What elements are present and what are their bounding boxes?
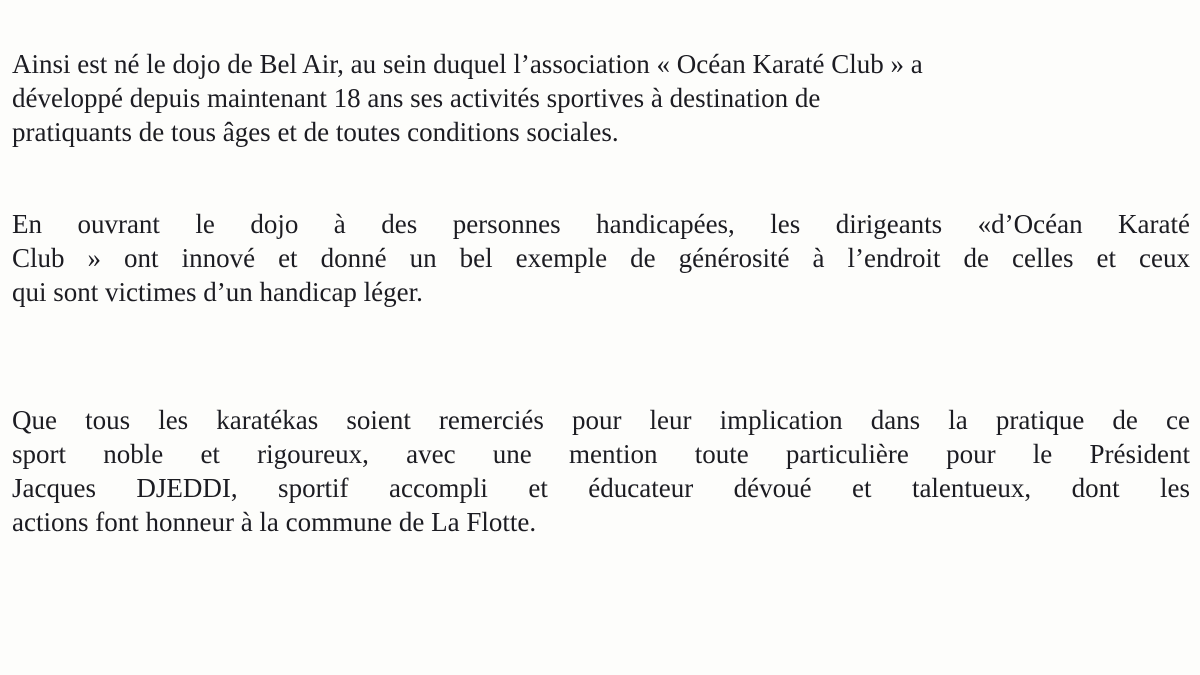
paragraph-remerciements [12, 403, 1190, 539]
text-line: Que tous les karatékas soient remerciés pour leur implication dans la pratique de ce [12, 405, 1190, 435]
paragraph-dojo-bel-air [12, 47, 1190, 149]
text-line: Ainsi est né le dojo de Bel Air, au sein duquel l’association « Océan Karaté Club » a [12, 49, 923, 79]
text-line: qui sont victimes d’un handicap léger. [12, 277, 423, 307]
text-line: pratiquants de tous âges et de toutes conditions sociales. [12, 117, 619, 147]
text-line: Jacques DJEDDI, sportif accompli et éducateur dévoué et talentueux, dont les [12, 473, 1190, 503]
text-line: développé depuis maintenant 18 ans ses activités sportives à destination de [12, 83, 821, 113]
text-line: Club » ont innové et donné un bel exemple de générosité à l’endroit de celles et ceux [12, 243, 1190, 273]
paragraph-handicap [12, 207, 1190, 309]
text-line: sport noble et rigoureux, avec une mention toute particulière pour le Président [12, 439, 1190, 469]
text-line: actions font honneur à la commune de La Flotte. [12, 507, 537, 537]
text-line: En ouvrant le dojo à des personnes handicapées, les dirigeants «d’Océan Karaté [12, 209, 1190, 239]
